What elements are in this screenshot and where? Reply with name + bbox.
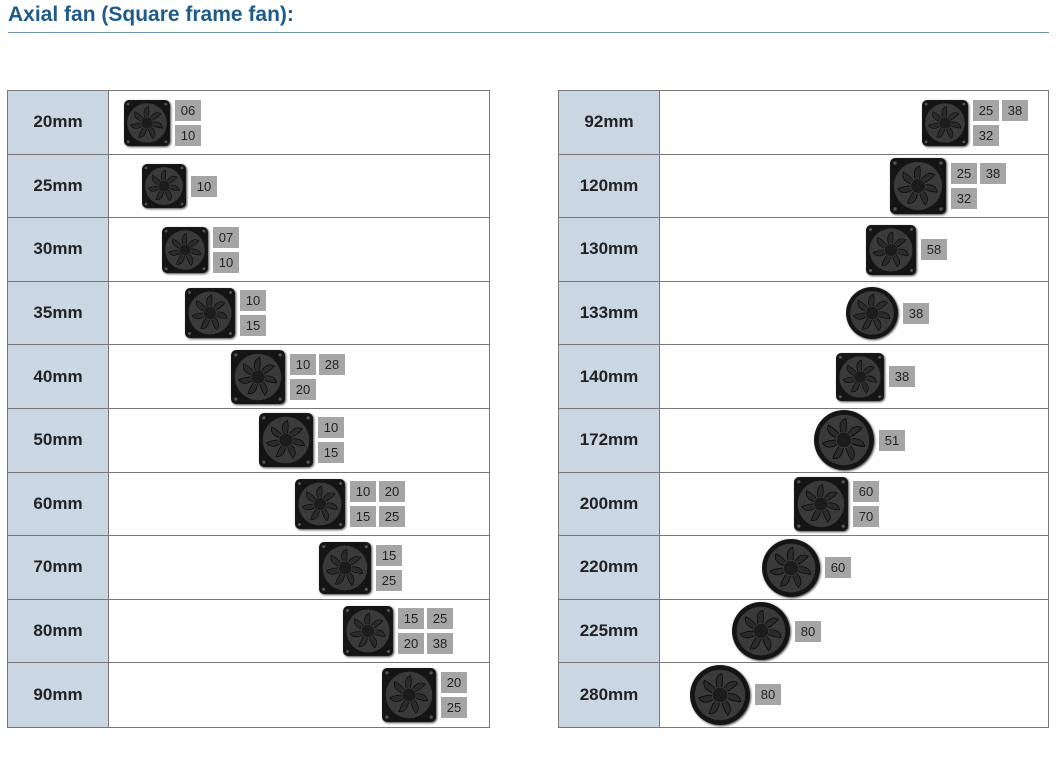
thickness-tag: 20 [398,633,424,654]
fan-size-label: 40mm [8,345,109,408]
thickness-tag: 10 [350,481,376,502]
thickness-options [290,354,345,400]
fan-row [559,155,1048,219]
thickness-tag: 10 [191,176,217,197]
fan-image-cell [109,663,489,727]
fan-row [559,473,1048,537]
fan-image-cell [660,663,1048,727]
fan-row [559,409,1048,473]
thickness-tag: 38 [903,303,929,324]
thickness-tag: 28 [319,354,345,375]
thickness-tag: 10 [318,417,344,438]
thickness-tag: 15 [398,608,424,629]
right-fan-table [558,90,1049,728]
fan-row [559,663,1048,727]
thickness-options [376,545,431,591]
fan-row [8,600,489,664]
fan-row [8,282,489,346]
fan-image-cell [660,91,1048,154]
fan-size-label: 140mm [559,345,660,408]
round-fan-icon [690,665,750,725]
fan-row [559,536,1048,600]
fan-image-cell [660,218,1048,281]
square-fan-icon [295,479,345,529]
square-fan-icon [142,164,186,208]
fan-size-label: 120mm [559,155,660,218]
thickness-tag: 32 [973,125,999,146]
page-title: Axial fan (Square frame fan): [8,3,294,26]
round-fan-icon [762,539,820,597]
fan-row [8,473,489,537]
thickness-tag: 80 [795,621,821,642]
thickness-tag: 20 [379,481,405,502]
fan-row [8,663,489,727]
fan-size-label: 50mm [8,409,109,472]
thickness-tag: 25 [427,608,453,629]
thickness-tag: 07 [213,227,239,248]
thickness-options [191,176,246,197]
fan-size-label: 30mm [8,218,109,281]
thickness-tag: 25 [951,163,977,184]
thickness-options [879,430,934,451]
thickness-tag: 15 [318,442,344,463]
fan-size-label: 90mm [8,663,109,727]
thickness-tag: 15 [376,545,402,566]
round-fan-icon [732,602,790,660]
square-fan-icon [231,350,285,404]
thickness-options [441,672,496,718]
thickness-tag: 38 [980,163,1006,184]
left-fan-table [7,90,490,728]
fan-row [559,345,1048,409]
thickness-options [240,290,295,336]
thickness-tag: 10 [290,354,316,375]
fan-size-label: 92mm [559,91,660,154]
round-fan-icon [846,287,898,339]
thickness-tag: 10 [213,252,239,273]
fan-image-cell [109,218,489,281]
square-fan-icon [259,413,313,467]
thickness-tag: 70 [853,506,879,527]
thickness-tag: 25 [376,570,402,591]
fan-row [8,91,489,155]
thickness-options [755,684,810,705]
thickness-options [175,100,230,146]
thickness-tag: 15 [350,506,376,527]
square-fan-icon [836,353,884,401]
fan-image-cell [660,536,1048,599]
fan-size-label: 35mm [8,282,109,345]
fan-size-label: 225mm [559,600,660,663]
fan-row [559,282,1048,346]
thickness-tag: 15 [240,315,266,336]
fan-size-label: 220mm [559,536,660,599]
fan-image-cell [109,536,489,599]
fan-row [8,155,489,219]
fan-size-label: 130mm [559,218,660,281]
title-divider [8,32,1049,33]
thickness-options [903,303,958,324]
square-fan-icon [794,477,848,531]
thickness-tag: 38 [1002,100,1028,121]
thickness-options [951,163,1006,209]
fan-row [8,409,489,473]
thickness-tag: 06 [175,100,201,121]
round-fan-icon [814,410,874,470]
fan-image-cell [660,155,1048,218]
fan-row [559,218,1048,282]
thickness-tag: 10 [175,125,201,146]
fan-size-label: 133mm [559,282,660,345]
fan-size-label: 200mm [559,473,660,536]
square-fan-icon [866,225,916,275]
thickness-tag: 38 [889,366,915,387]
fan-size-label: 20mm [8,91,109,154]
square-fan-icon [124,100,170,146]
fan-size-label: 280mm [559,663,660,727]
fan-size-label: 80mm [8,600,109,663]
thickness-options [973,100,1028,146]
thickness-tag: 20 [441,672,467,693]
fan-image-cell [660,282,1048,345]
thickness-options [889,366,944,387]
thickness-options [318,417,373,463]
fan-image-cell [109,282,489,345]
fan-image-cell [660,600,1048,663]
thickness-options [853,481,908,527]
fan-row [8,345,489,409]
thickness-tag: 25 [379,506,405,527]
fan-size-label: 70mm [8,536,109,599]
fan-size-label: 60mm [8,473,109,536]
thickness-tag: 10 [240,290,266,311]
thickness-options [795,621,850,642]
thickness-tag: 38 [427,633,453,654]
thickness-tag: 51 [879,430,905,451]
thickness-tag: 58 [921,239,947,260]
fan-image-cell [660,345,1048,408]
thickness-tag: 25 [973,100,999,121]
thickness-tag: 60 [853,481,879,502]
fan-image-cell [109,409,489,472]
fan-image-cell [109,155,489,218]
thickness-tag: 32 [951,188,977,209]
square-fan-icon [922,100,968,146]
fan-row [559,91,1048,155]
thickness-options [350,481,405,527]
fan-row [8,218,489,282]
thickness-options [825,557,880,578]
fan-size-label: 172mm [559,409,660,472]
fan-row [8,536,489,600]
fan-image-cell [109,600,489,663]
fan-row [559,600,1048,664]
square-fan-icon [890,158,946,214]
square-fan-icon [185,288,235,338]
square-fan-icon [382,668,436,722]
thickness-options [398,608,453,654]
fan-image-cell [109,91,489,154]
thickness-tag: 80 [755,684,781,705]
thickness-options [213,227,268,273]
thickness-tag: 25 [441,697,467,718]
fan-size-label: 25mm [8,155,109,218]
fan-image-cell [660,409,1048,472]
thickness-options [921,239,976,260]
square-fan-icon [319,542,371,594]
fan-image-cell [109,345,489,408]
fan-image-cell [109,473,489,536]
thickness-tag: 20 [290,379,316,400]
thickness-tag: 60 [825,557,851,578]
fan-image-cell [660,473,1048,536]
square-fan-icon [162,227,208,273]
square-fan-icon [343,606,393,656]
